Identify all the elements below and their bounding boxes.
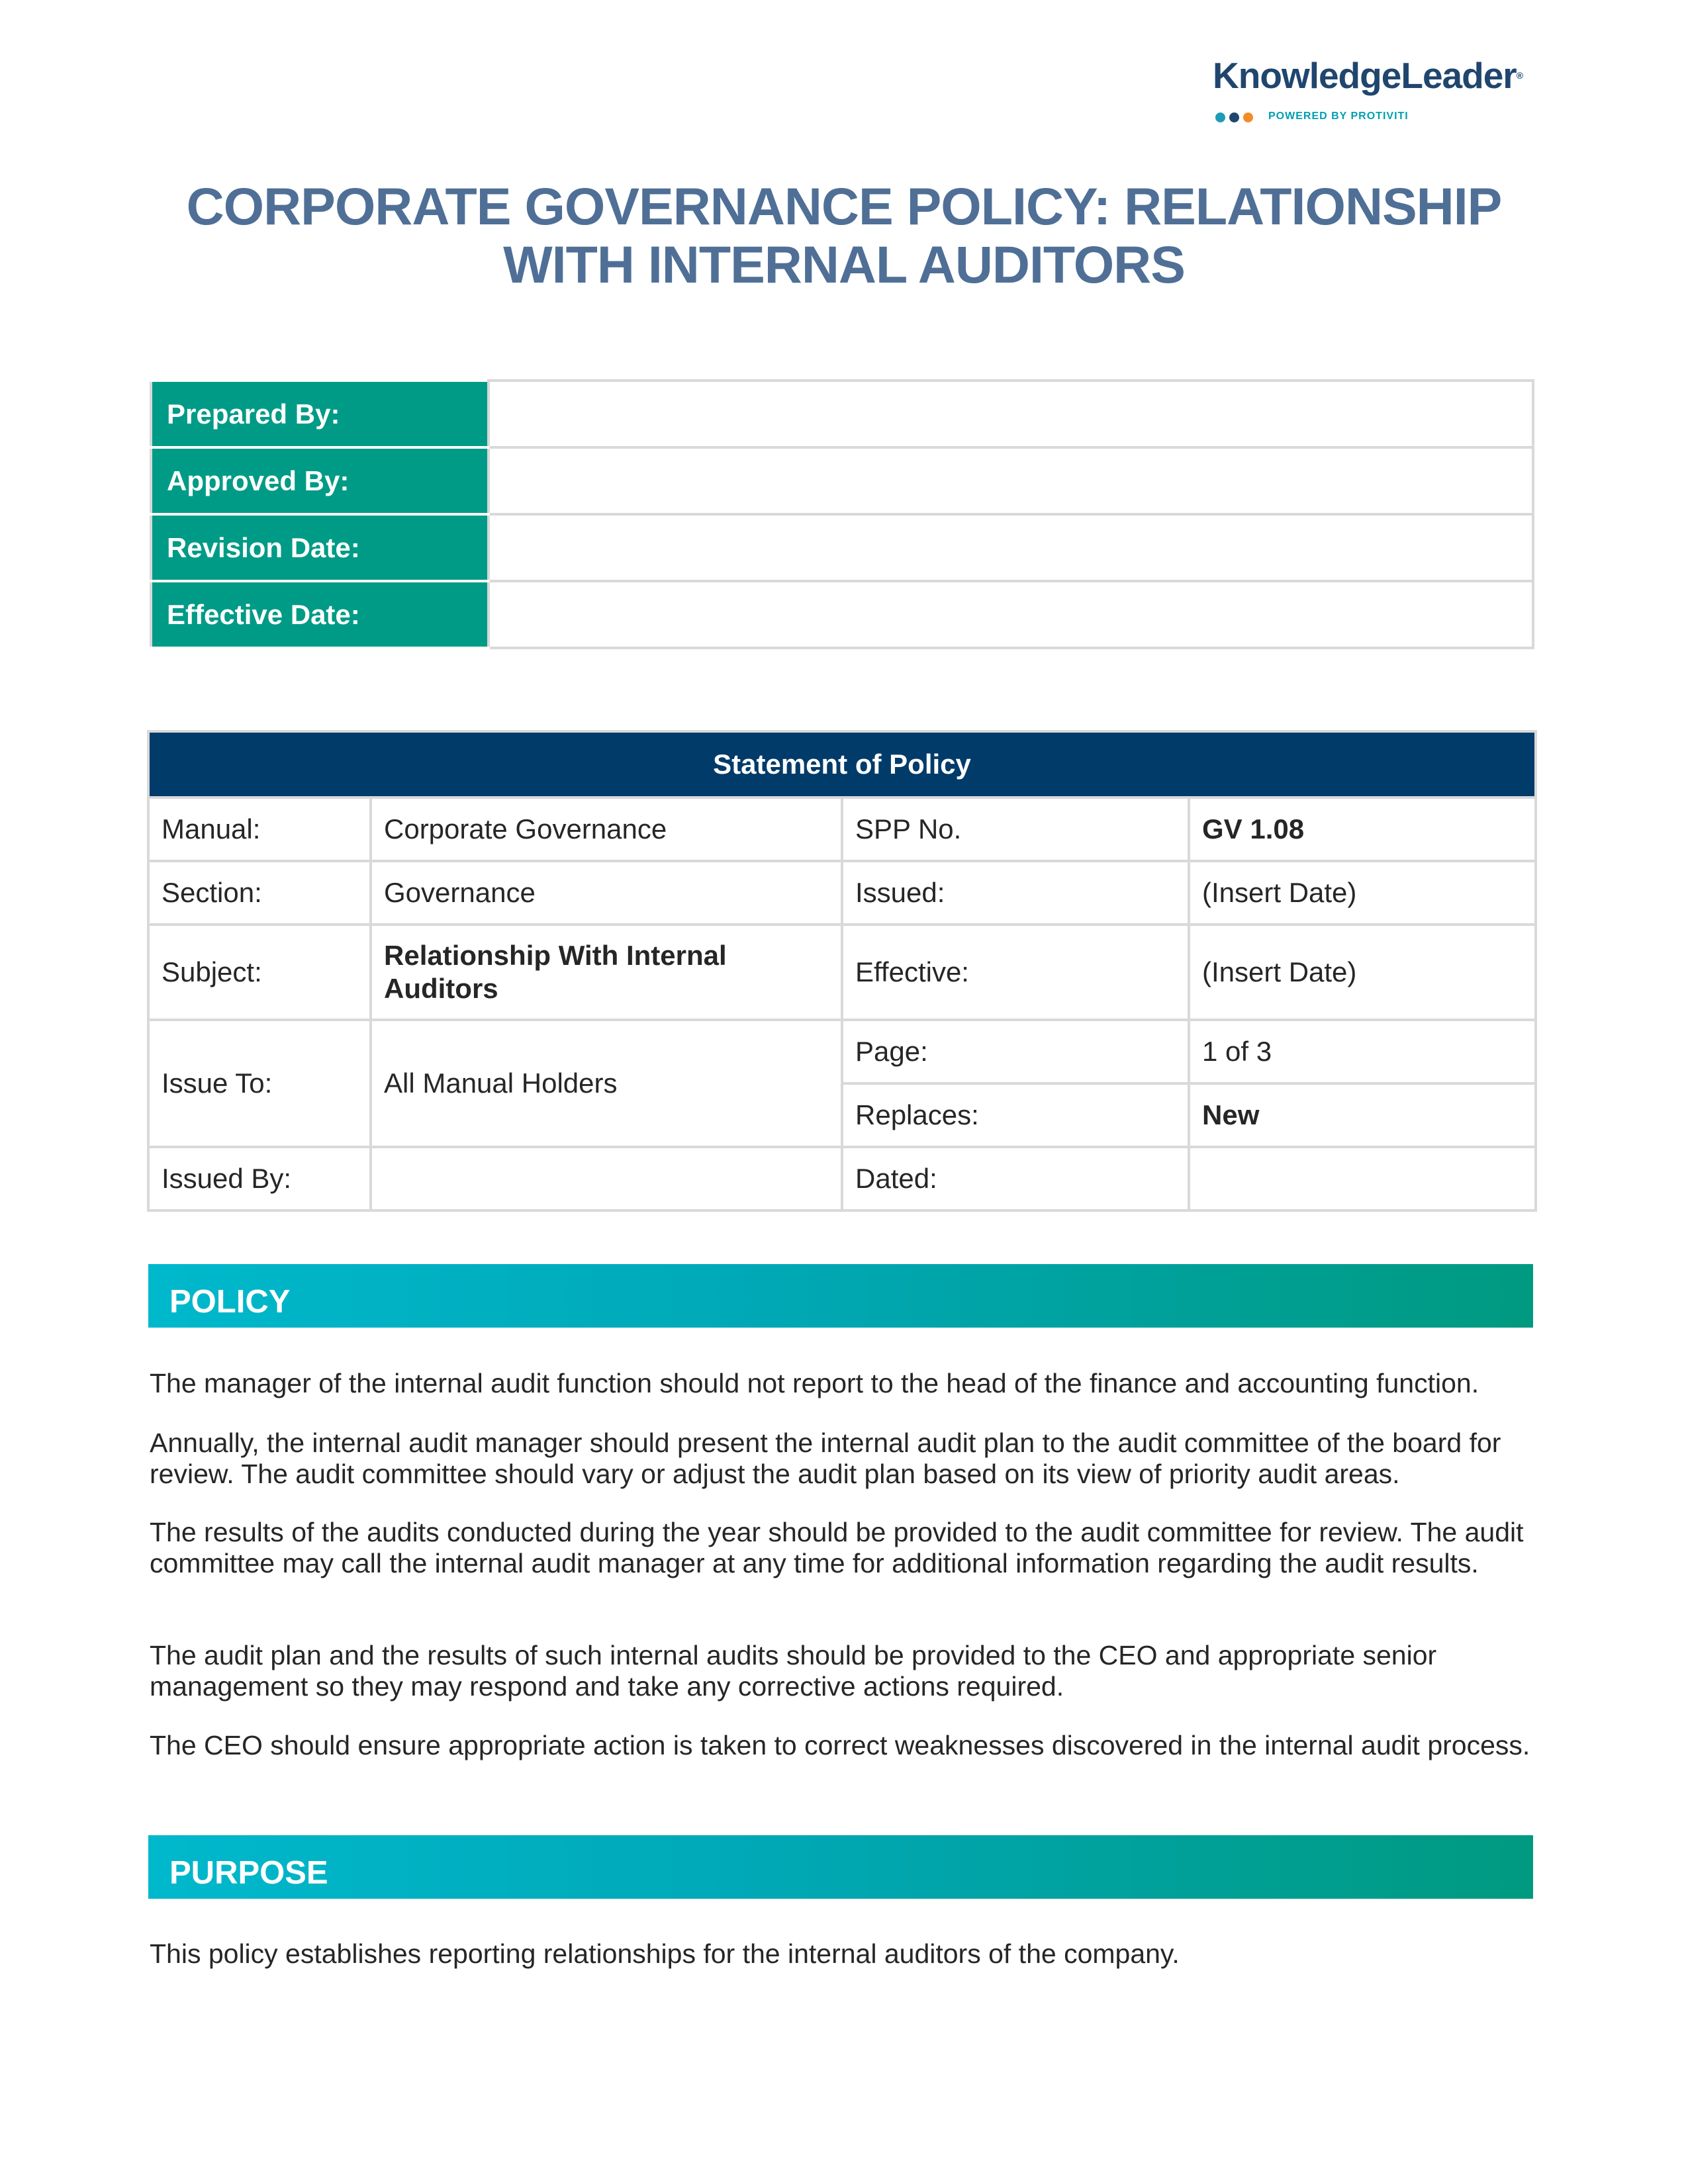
spp-no-label: SPP No.	[842, 797, 1189, 861]
prepared-by-label: Prepared By:	[151, 381, 489, 447]
subject-label: Subject:	[148, 925, 371, 1020]
table-row	[148, 1020, 1536, 1083]
table-row	[151, 381, 1533, 447]
table-row	[148, 925, 1536, 1020]
policy-paragraph: The audit plan and the results of such internal audits should be provided to the CEO and appropriate senior management so they may respond and take any corrective actions required.	[150, 1640, 1437, 1702]
effective-date-label: Effective Date:	[151, 581, 489, 648]
document-title	[132, 177, 1556, 294]
issued-by-value[interactable]	[371, 1147, 842, 1210]
manual-label: Manual:	[148, 797, 371, 861]
approval-info-table	[150, 379, 1534, 649]
subject-value	[371, 925, 842, 1020]
table-row	[151, 581, 1533, 648]
table-row	[148, 797, 1536, 861]
statement-of-policy-table	[147, 730, 1537, 1212]
section-label: Section:	[148, 861, 371, 925]
logo-tagline: POWERED BY PROTIVITI	[1268, 111, 1409, 122]
effective-label: Effective:	[842, 925, 1189, 1020]
effective-date-field[interactable]	[489, 581, 1533, 648]
prepared-by-field[interactable]	[489, 381, 1533, 447]
policy-paragraph: Annually, the internal audit manager should present the internal audit plan to the audit committee of the board for review. The audit committee should vary or adjust the audit plan based on its view of priority audit areas.	[150, 1428, 1501, 1489]
policy-paragraph: The results of the audits conducted during the year should be provided to the audit committee for review. The audit committee may call the internal audit manager at any time for additional information regarding the audit results.	[150, 1517, 1524, 1578]
logo-wordmark: KnowledgeLeader®	[1213, 55, 1523, 96]
table-row	[148, 861, 1536, 925]
document-title-line-1: CORPORATE GOVERNANCE POLICY: RELATIONSHIP	[186, 177, 1502, 236]
page-label: Page:	[842, 1020, 1189, 1083]
table-row	[151, 447, 1533, 514]
subject-value-line-2: Auditors	[384, 973, 498, 1004]
purpose-paragraph: This policy establishes reporting relationships for the internal auditors of the company.	[150, 1938, 1180, 1969]
table-row	[151, 514, 1533, 581]
policy-paragraph: The manager of the internal audit function should not report to the head of the finance and accounting function.	[150, 1368, 1479, 1398]
logo-dots-icon	[1215, 113, 1253, 122]
replaces-value: New	[1189, 1083, 1536, 1147]
approved-by-field[interactable]	[489, 447, 1533, 514]
manual-value: Corporate Governance	[371, 797, 842, 861]
spp-no-value: GV 1.08	[1189, 797, 1536, 861]
revision-date-field[interactable]	[489, 514, 1533, 581]
approved-by-label: Approved By:	[151, 447, 489, 514]
issued-label: Issued:	[842, 861, 1189, 925]
knowledgeleader-logo	[1213, 52, 1544, 124]
purpose-section-heading: PURPOSE	[148, 1835, 1533, 1899]
statement-of-policy-header: Statement of Policy	[148, 731, 1536, 797]
policy-paragraph: The CEO should ensure appropriate action is taken to correct weaknesses discovered in the internal audit process.	[150, 1730, 1530, 1760]
dated-label: Dated:	[842, 1147, 1189, 1210]
policy-section-heading: POLICY	[148, 1264, 1533, 1328]
issued-value: (Insert Date)	[1189, 861, 1536, 925]
effective-value: (Insert Date)	[1189, 925, 1536, 1020]
page-value: 1 of 3	[1189, 1020, 1536, 1083]
dated-value[interactable]	[1189, 1147, 1536, 1210]
section-value: Governance	[371, 861, 842, 925]
revision-date-label: Revision Date:	[151, 514, 489, 581]
issued-by-label: Issued By:	[148, 1147, 371, 1210]
table-row	[148, 1147, 1536, 1210]
issue-to-value: All Manual Holders	[371, 1020, 842, 1147]
subject-value-line-1: Relationship With Internal	[384, 940, 727, 971]
issue-to-label: Issue To:	[148, 1020, 371, 1147]
replaces-label: Replaces:	[842, 1083, 1189, 1147]
document-title-line-2: WITH INTERNAL AUDITORS	[503, 235, 1185, 294]
